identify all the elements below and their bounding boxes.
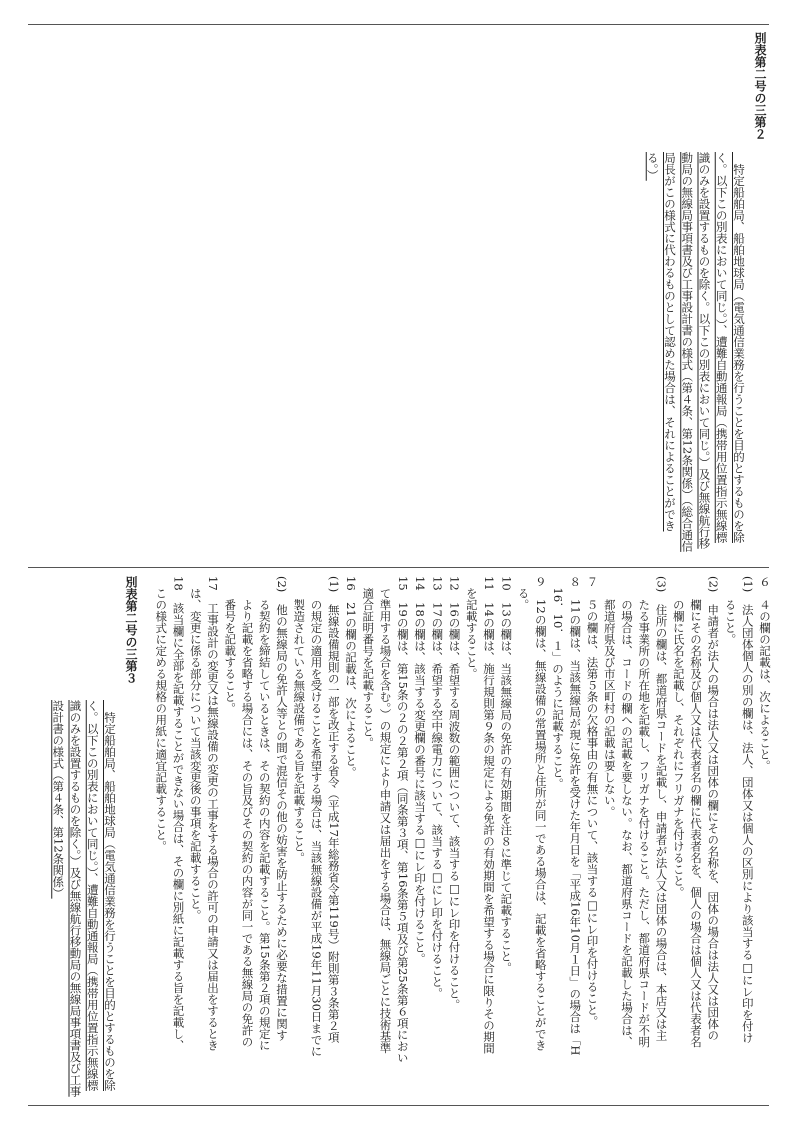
section3-line: 設計書の様式（第４条、第12条関係） xyxy=(51,700,66,899)
note-line: 番号を記載すること。 xyxy=(223,576,238,714)
section3-line: 特定船舶局、船舶地球局（電気通信業務を行うことを目的とするものを除 xyxy=(103,700,117,1091)
middle-rule xyxy=(28,567,769,568)
note-line: ること。 xyxy=(723,576,738,645)
note-line: の場合は、コードの欄への記載を要しない。なお、都道府県コードを記載した場合は、 xyxy=(620,576,634,1048)
note-line: この様式に定める規格の用紙に適宜記載すること。 xyxy=(154,576,169,852)
note-line: ９ 12の欄は、無線設備の常置場所と住所が同一である場合は、記載を省略することができ xyxy=(533,576,548,1051)
note-line: 15 19の欄は、第15条の２の２第２項（同条第３項、第16条第５項及び第25条第６項におい xyxy=(395,576,410,1064)
section3-heading: 別表第二号の三第３ xyxy=(124,576,138,684)
section3-line: 識のみを設置するものを除く。）及び無線航行移動局の無線局事項書及び工事 xyxy=(68,700,83,1097)
note-line: 12 16の欄は、希望する周波数の範囲について、該当する□にレ印を付けること。 xyxy=(447,576,462,1011)
section3-line: く。以下この別表において同じ。）、遭難自動通報局（携帯用位置指示無線標 xyxy=(85,700,100,1091)
note-line: の欄に氏名を記載し、それぞれにフリガナを付けること。 xyxy=(671,576,686,898)
note-line: て準用する場合を含む。）の規定により申請又は届出をする場合は、無線局ごとに技術基準 xyxy=(378,576,393,1054)
note-line: (2) 申請者が法人の場合は法人又は団体の欄にその名称を、団体の場合は法人又は団体の xyxy=(706,576,721,1041)
note-line: の規定の適用を受けることを希望する場合は、当該無線設備が平成19年11月30日までに xyxy=(309,576,324,1057)
note-line: る。 xyxy=(516,576,531,611)
note-line: ７ ５の欄は、法第５条の欠格事由の有無について、該当する□にレ印を付けること。 xyxy=(585,576,600,1027)
notes-body xyxy=(143,576,773,1100)
section2-line: る。） xyxy=(645,152,660,181)
note-line: (1) 無線設備規則の一部を改正する省令（平成17年総務省令第119号）附則第３条第２項 xyxy=(326,576,341,1043)
note-line: は、変更に係る部分について当該変更後の事項を記載すること。 xyxy=(188,576,203,921)
note-line: 製造されている無線設備である旨を記載すること。 xyxy=(292,576,307,864)
note-line: 13 17の欄は、希望する空中線電力について、該当する□にレ印を付けること。 xyxy=(430,576,445,999)
note-line: 欄にその名称及び個人又は代表者名の欄に代表者名を、個人の場合は個人又は代表者名 xyxy=(689,576,703,1048)
section2-line: 識のみを設置するものを除く。以下この別表において同じ。）及び無線航行移 xyxy=(697,152,712,549)
section2-line: 動局の無線局事項書及び工事設計書の様式（第４条、第12条関係）（総合通信 xyxy=(680,152,695,552)
note-line: たる事業所の所在地を記載し、フリガナを付けること。ただし、都道府県コードが不明 xyxy=(637,576,652,1048)
section2-line: 特定船舶局、船舶地球局（電気通信業務を行うことを目的とするものを除 xyxy=(732,152,746,543)
note-line: 都道府県及び市区町村の記載は要しない。 xyxy=(602,576,617,818)
note-line: (1) 法人団体個人の別の欄は、法人、団体又は個人の区別により該当する□にレ印を付け xyxy=(740,576,755,1044)
section2-line: く。以下この別表において同じ。）、遭難自動通報局（携帯用位置指示無線標 xyxy=(714,152,729,543)
note-line: を記載すること。 xyxy=(464,576,479,680)
note-line: 10 13の欄は、当該無線局の免許の有効期間を注８に準じて記載すること。 xyxy=(499,576,514,974)
note-line: 16．10．１」のように記載すること。 xyxy=(551,576,565,790)
note-line: ８ 11の欄は、当該無線局が現に免許を受けた年月日を「平成16年10月１日」の場合は「H xyxy=(568,576,583,1056)
note-line: 14 18の欄は、該当する変更欄の番号に該当する□にレ印を付けること。 xyxy=(413,576,427,965)
section2-heading: 別表第二号の三第２ xyxy=(753,32,767,140)
note-line: る契約を締結しているときは、その契約の内容を記載すること。第15条第２項の規定に xyxy=(257,576,272,1051)
section3-body xyxy=(30,700,118,1100)
top-rule xyxy=(28,24,769,25)
note-line: 16 21の欄の記載は、次によること。 xyxy=(344,576,358,778)
note-line: 11 14の欄は、施行規則第９条の規定による免許の有効期間を希望する場合に限りその期間 xyxy=(482,576,496,1054)
section2-line: 局長がこの様式に代わるものとして認めた場合は、それによることができ xyxy=(663,152,677,532)
note-line: 17 工事設計の変更又は無線設備の変更の工事をする場合の許可の申請又は届出をするとき xyxy=(206,576,220,1051)
bottom-rule xyxy=(28,1105,769,1106)
note-line: 18 該当欄に全部を記載することができない場合は、その欄に別紙に記載する旨を記載し、 xyxy=(171,576,186,1051)
note-line: ６ ４の欄の記載は、次によること。 xyxy=(758,576,772,772)
note-line: より記載を省略する場合には、その旨及びその契約の内容が同一である無線局の免許の xyxy=(240,576,255,1048)
note-line: (3) 住所の欄は、都道府県コードを記載し、申請者が法人又は団体の場合は、本店又は主 xyxy=(654,576,669,1041)
section2-body xyxy=(627,152,747,560)
note-line: (2) 他の無線局の免許人等との間で混信その他の妨害を防止するために必要な措置に関す xyxy=(275,576,289,1041)
note-line: 適合証明番号を記載すること。 xyxy=(361,576,376,749)
